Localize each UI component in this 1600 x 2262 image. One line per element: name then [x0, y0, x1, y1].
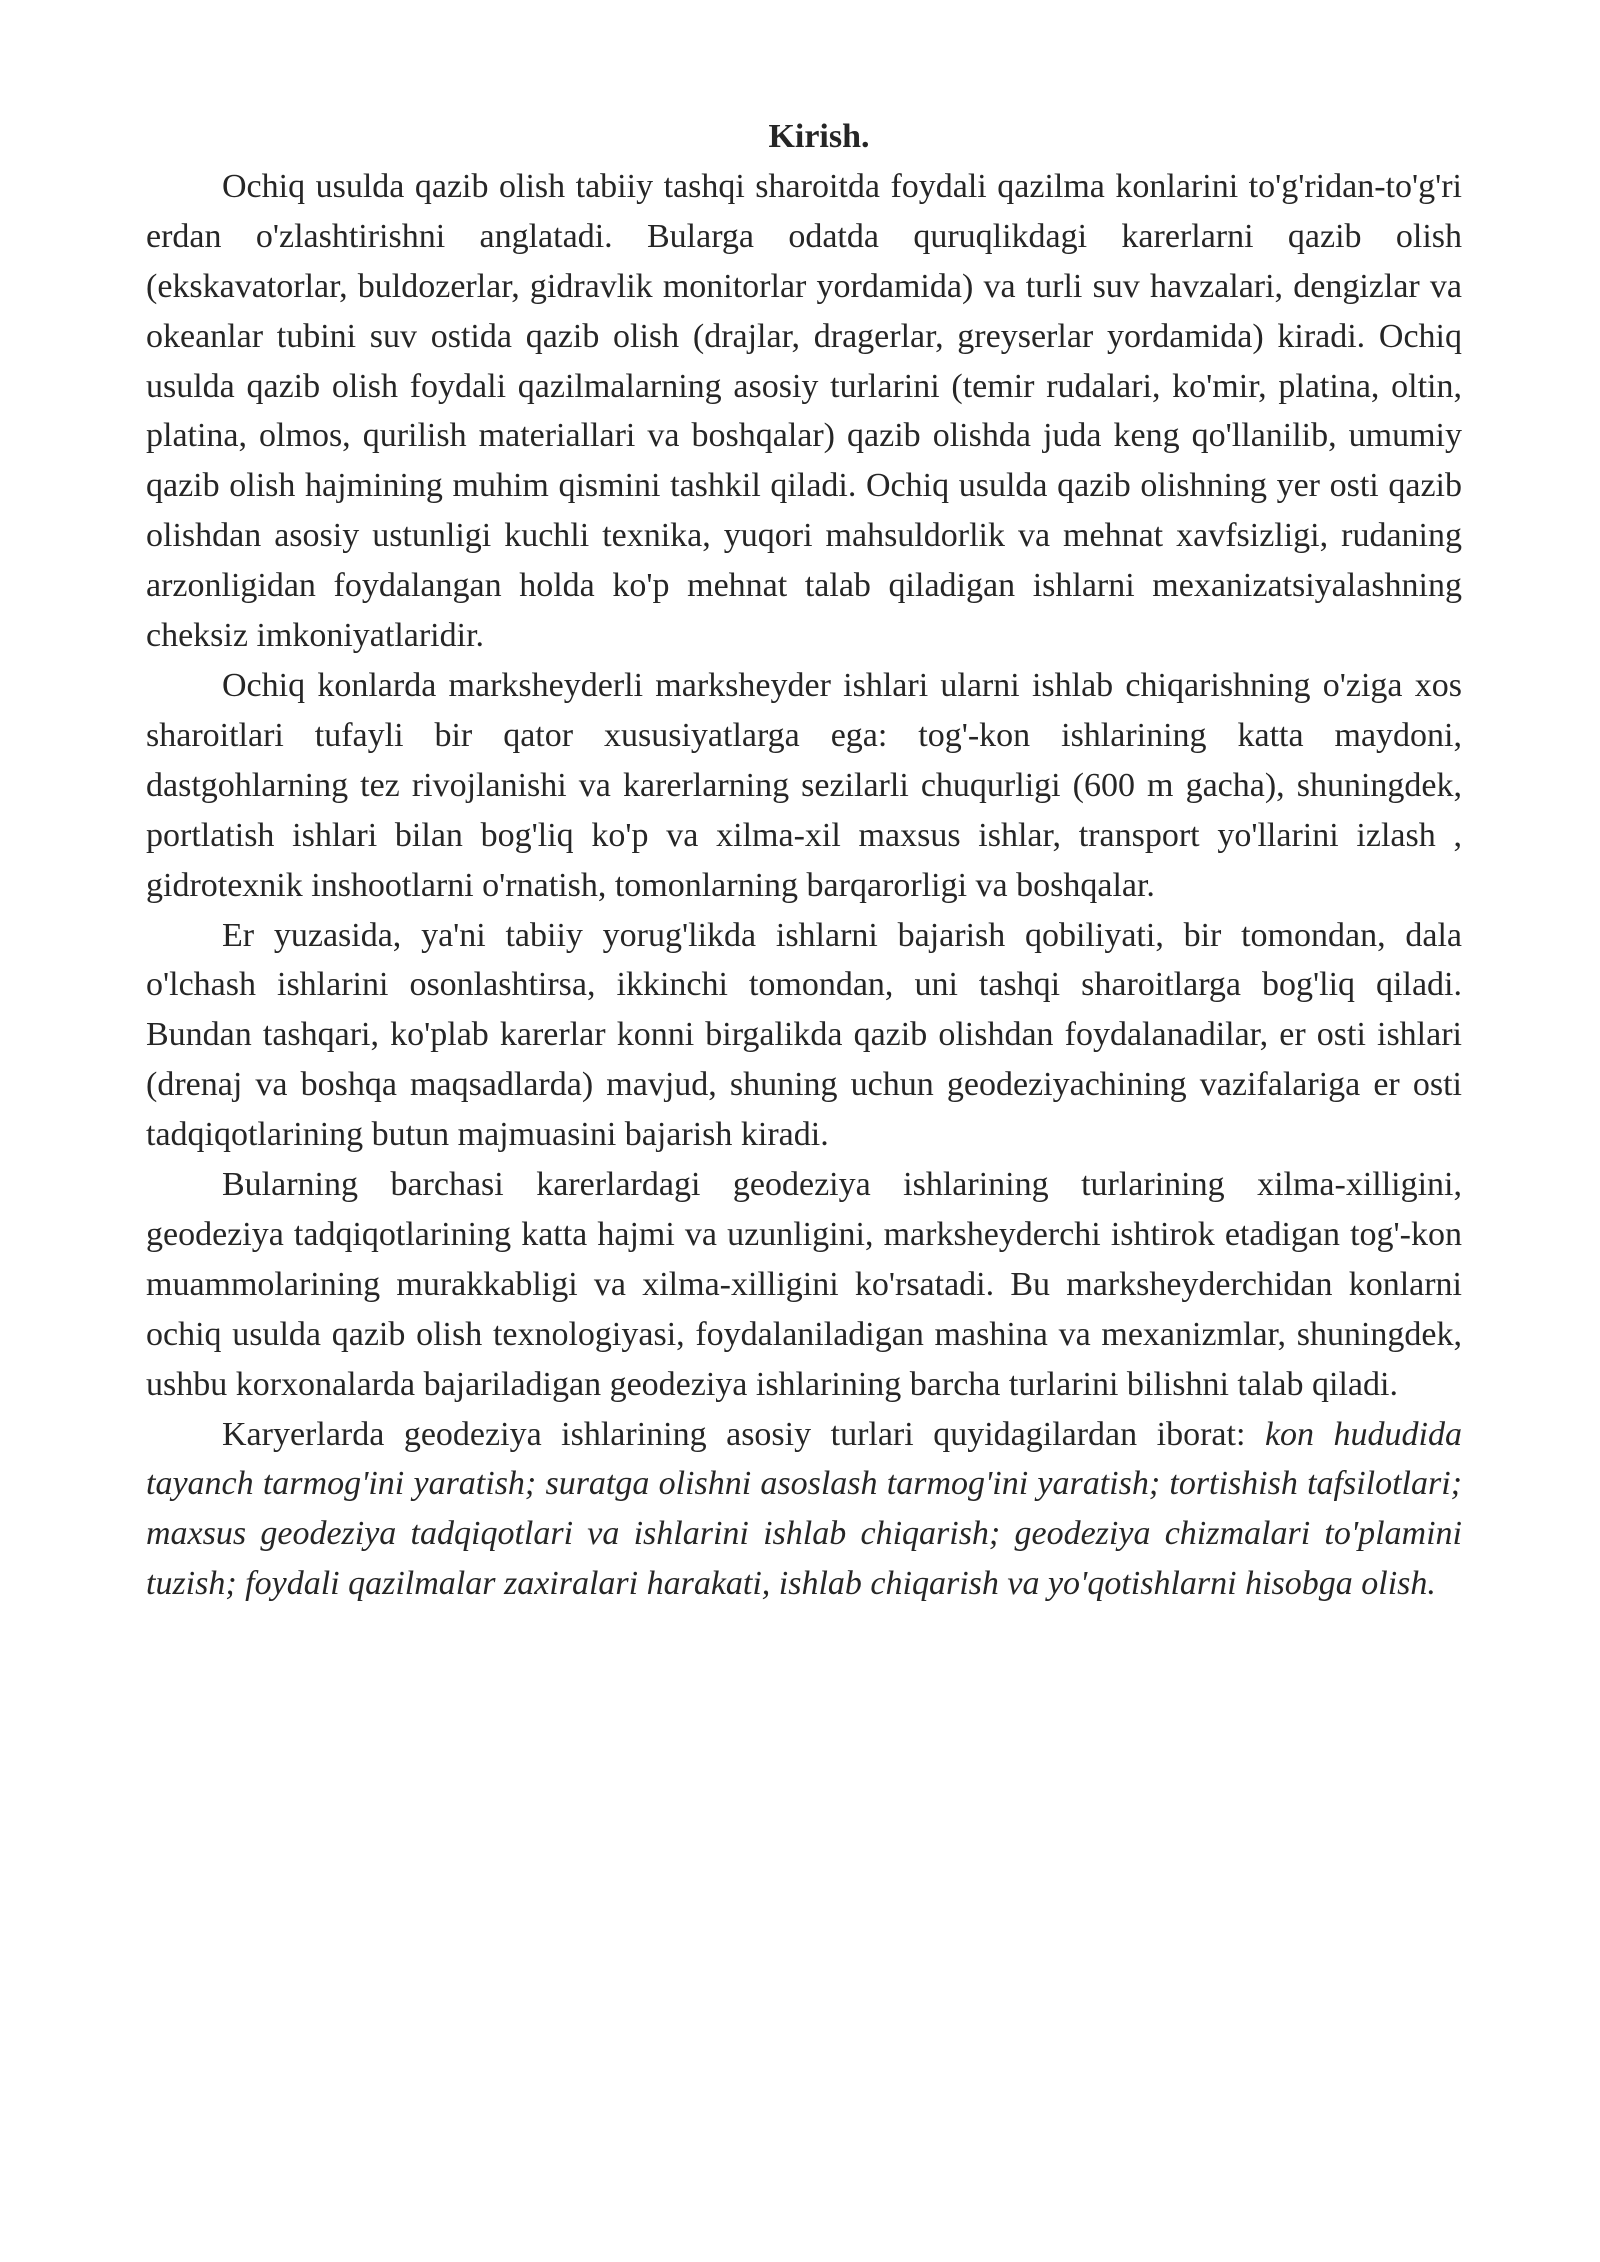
paragraph-5-lead: Karyerlarda geodeziya ishlarining asosiy turlari quyidagilardan iborat: — [222, 1415, 1265, 1453]
document-page — [146, 112, 1462, 1609]
paragraph-5-italic-list: kon hududida tayanch tarmog'ini yaratish; suratga olishni asoslash tarmog'ini yaratish; tortishish tafsilotlari; maxsus geodeziya tadqiqotlari va ishlarini ishlab chiqarish; geodeziya chizmalari to'plamini tuzish; foydali qazilmalar zaxiralari harakati, ishlab chiqarish va yo'qotishlarni hisobga olish. — [146, 1415, 1462, 1603]
document-title: Kirish. — [768, 118, 870, 155]
paragraph-5 — [146, 1410, 1462, 1610]
paragraph-4: Bularning barchasi karerlardagi geodeziya ishlarining turlarining xilma-xilligini, geodeziya tadqiqotlarining katta hajmi va uzunligini, marksheyderchi ishtirok etadigan tog'-kon muammolarining murakkabligi va xilma-xilligini ko'rsatadi. Bu marksheyderchidan konlarni ochiq usulda qazib olish texnologiyasi, foydalaniladigan mashina va mexanizmlar, shuningdek, ushbu korxonalarda bajariladigan geodeziya ishlarining barcha turlarini bilishni talab qiladi. — [146, 1166, 1462, 1403]
paragraph-2: Ochiq konlarda marksheyderli marksheyder ishlari ularni ishlab chiqarishning o'ziga xos sharoitlari tufayli bir qator xususiyatlarga ega: tog'-kon ishlarining katta maydoni, dastgohlarning tez rivojlanishi va karerlarning sezilarli chuqurligi (600 m gacha), shuningdek, portlatish ishlari bilan bog'liq ko'p va xilma-xil maxsus ishlar, transport yo'llarini izlash , gidrotexnik inshootlarni o'rnatish, tomonlarning barqarorligi va boshqalar. — [146, 666, 1462, 904]
paragraph-3: Er yuzasida, ya'ni tabiiy yorug'likda ishlarni bajarish qobiliyati, bir tomondan, dala o'lchash ishlarini osonlashtirsa, ikkinchi tomondan, uni tashqi sharoitlarga bog'liq qiladi. Bundan tashqari, ko'plab karerlar konni birgalikda qazib olishdan foydalanadilar, er osti ishlari (drenaj va boshqa maqsadlarda) mavjud, shuning uchun geodeziyachining vazifalariga er osti tadqiqotlarining butun majmuasini bajarish kiradi. — [146, 916, 1462, 1154]
paragraph-1: Ochiq usulda qazib olish tabiiy tashqi sharoitda foydali qazilma konlarini to'g'ridan-to'g'ri erdan o'zlashtirishni anglatadi. Bularga odatda quruqlikdagi karerlarni qazib olish (ekskavatorlar, buldozerlar, gidravlik monitorlar yordamida) va turli suv havzalari, dengizlar va okeanlar tubini suv ostida qazib olish (drajlar, dragerlar, greyserlar yordamida) kiradi. Ochiq usulda qazib olish foydali qazilmalarning asosiy turlarini (temir rudalari, ko'mir, platina, oltin, platina, olmos, qurilish materiallari va boshqalar) qazib olishda juda keng qo'llanilib, umumiy qazib olish hajmining muhim qismini tashkil qiladi. Ochiq usulda qazib olishning yer osti qazib olishdan asosiy ustunligi kuchli texnika, yuqori mahsuldorlik va mehnat xavfsizligi, rudaning arzonligidan foydalangan holda ko'p mehnat talab qiladigan ishlarni mexanizatsiyalashning cheksiz imkoniyatlaridir. — [146, 167, 1462, 655]
